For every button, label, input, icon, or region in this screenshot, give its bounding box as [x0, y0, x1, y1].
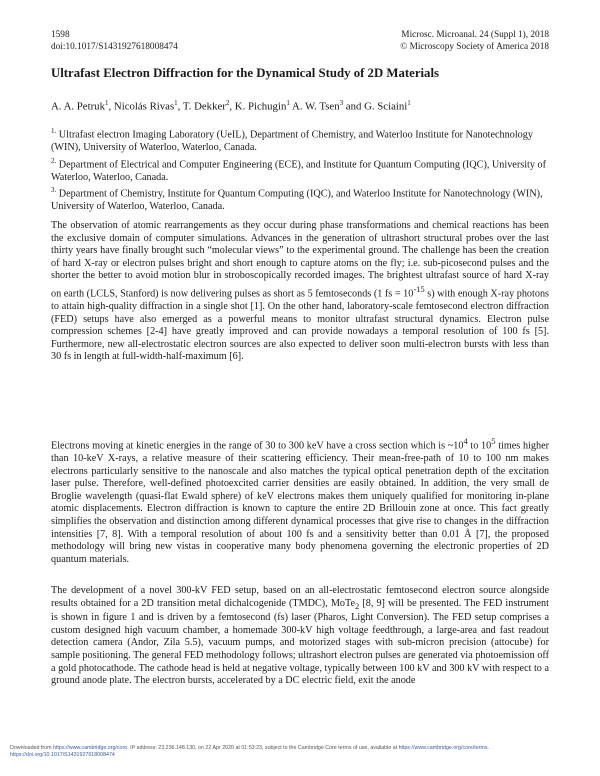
affiliations: [51, 125, 551, 214]
affil-marker: 2.: [51, 156, 57, 165]
subscript: 2: [355, 600, 360, 611]
affil-marker: 1.: [51, 127, 57, 135]
affiliation-text: Department of Electrical and Computer Engineering (ECE), and Institute for Quantum Computing (IQC), University of Waterloo, Waterloo, Canada.: [51, 158, 546, 183]
footer-text: . IP address: 23.236.148.130, on 22 Apr 2020 at 01:53:23, subject to the Cambridge Core terms of use, available at: [127, 745, 399, 751]
paragraph-2: [51, 435, 549, 566]
page-header-left: [51, 30, 178, 53]
paragraph-1: [51, 220, 549, 364]
page-number: 1598: [51, 30, 70, 40]
exponent: 5: [491, 436, 496, 446]
paragraph-text: [8, 9] will be presented. The FED instrument is shown in figure 1 and is driven by a femtosecond (fs) laser (Pharos, Light Conversion). The FED setup comprises a custom designed high vacuum chamber, a homemade 300-kV high voltage feedthrough, a large-area and fast readout detection camera (Andor, Zila 5.5), vacuum pumps, and motorized stages with sub-micron precision (attocube) for sample positioning. The general FED methodology follows; ultrashort electron pulses are generated via photoemission off a gold photocathode. The cathode head is held at negative voltage, typically between 100 kV and 300 kV with respect to a ground anode plate. The electron bursts, accelerated by a DC electric field, exit the anode: [51, 597, 549, 687]
exponent: 4: [463, 436, 468, 446]
paragraph-text: s) with enough X-ray photons to attain high-quality diffraction in a single shot [1]. On the other hand, laboratory-scale femtosecond electron diffraction (FED) setups have also emerged as a powerful means to monitor ultrafast structural dynamics. Electron pulse compression schemes [2-4] have greatly improved and can provide nowadays a temporal resolution of 100 fs [5]. Furthermore, new all-electrostatic electron sources are also expected to deliver soon multi-electron bursts with less than 30 fs in length at full-width-half-maximum [6].: [51, 288, 549, 363]
author-affil-marker: 1: [286, 99, 290, 107]
paper-title: Ultrafast Electron Diffraction for the Dynamical Study of 2D Materials: [51, 66, 439, 80]
author-affil-marker: 1: [407, 99, 411, 107]
terms-link[interactable]: https://www.cambridge.org/core/terms: [398, 745, 488, 751]
footer-text: .: [487, 745, 489, 751]
journal-citation: Microsc. Microanal. 24 (Suppl 1), 2018: [401, 30, 549, 40]
paragraph-text: Electrons moving at kinetic energies in the range of 30 to 300 keV have a cross section which is ~10: [51, 440, 464, 452]
author: A. A. Petruk: [51, 100, 105, 113]
affiliation-2: [51, 155, 551, 185]
footer-text: Downloaded from: [10, 745, 53, 751]
author-list: A. A. Petruk$^1$, Nicolás Rivas$^1$, T. Dekker$^2$, K. Pichugin$^1$ A. W. Tsen$^3$ and G. Sciaini$^1$: [51, 99, 411, 113]
author-affil-marker: 1: [104, 99, 109, 107]
download-footer: [10, 745, 590, 759]
affiliation-3: [51, 184, 551, 214]
doi: doi:10.1017/S1431927618008474: [51, 41, 178, 52]
affiliation-1: [51, 125, 551, 155]
cambridge-core-link[interactable]: https://www.cambridge.org/core: [53, 745, 128, 751]
paragraph-text: The development of a novel 300-kV FED setup, based on an all-electrostatic femtosecond electron source alongside results obtained for a 2D transition metal dichalcogenide (TMDC), MoTe: [51, 585, 549, 609]
author: T. Dekker: [182, 100, 226, 113]
page-header-right: [400, 30, 549, 53]
paragraph-text: The observation of atomic rearrangements as they occur during phase transformations and chemical reactions has been the exclusive domain of computer simulations. Advances in the generation of ultrashort structural probes over the last thirty years have finally brought such “molecular views” to the experimental ground. The challenge has been the creation of hard X-ray or electron pulses bright and short enough to capture atoms on the fly; i.e. sub-picosecond pulses and the shorter the better to avoid motion blur in stroboscopically recorded images. The brightest ultrafast source of hard X-ray on earth (LCLS, Stanford) is now delivering pulses as short as 5 femtoseconds (1 fs = 10: [51, 220, 549, 300]
copyright: © Microscopy Society of America 2018: [400, 41, 549, 52]
affil-marker: 3.: [51, 186, 57, 195]
author-affil-marker: 3: [339, 99, 344, 107]
author-affil-marker: 1: [174, 99, 178, 107]
affiliation-text: Ultrafast electron Imaging Laboratory (UeIL), Department of Chemistry, and Waterloo Institute for Nanotechnology (WIN), University of Waterloo, Waterloo, Canada.: [51, 129, 533, 153]
author: K. Pichugin: [234, 100, 287, 113]
paragraph-text: times higher than 10-keV X-rays, a relative measure of their scattering efficiency. Their mean-free-path of 10 to 100 nm makes electrons particularly sensitive to the nanoscale and also matches the typical optical penetration depth of the excitation laser pulse. Therefore, well-defined photoexcited carrier densities are easily obtained. In addition, the very small de Broglie wavelength (quasi-flat Ewald sphere) of keV electrons makes them uniquely qualified for monitoring in-plane atomic displacements. Electron diffraction is known to capture the entire 2D Brillouin zone at once. This fact greatly simplifies the observation and distinction among different dynamical processes that give rise to changes in the diffraction intensities [7, 8]. With a temporal resolution of about 100 fs and a sensitivity better than 0.01 Å [7], the proposed methodology will bring new vistas in cooperative many body phenomena governing the electronic properties of 2D quantum materials.: [51, 440, 549, 565]
author: A. W. Tsen: [291, 100, 340, 113]
author-affil-marker: 2: [225, 99, 230, 107]
paragraph-3: [51, 585, 549, 688]
affiliation-text: Department of Chemistry, Institute for Quantum Computing (IQC), and Waterloo Institute for Nanotechnology (WIN), University of Waterloo, Waterloo, Canada.: [51, 188, 543, 213]
author: Nicolás Rivas: [113, 100, 175, 113]
paragraph-text: to 10: [467, 440, 492, 452]
doi-link[interactable]: https://doi.org/10.1017/S1431927618008474: [10, 752, 115, 759]
author: G. Sciaini: [364, 100, 408, 113]
exponent: -15: [413, 283, 425, 294]
